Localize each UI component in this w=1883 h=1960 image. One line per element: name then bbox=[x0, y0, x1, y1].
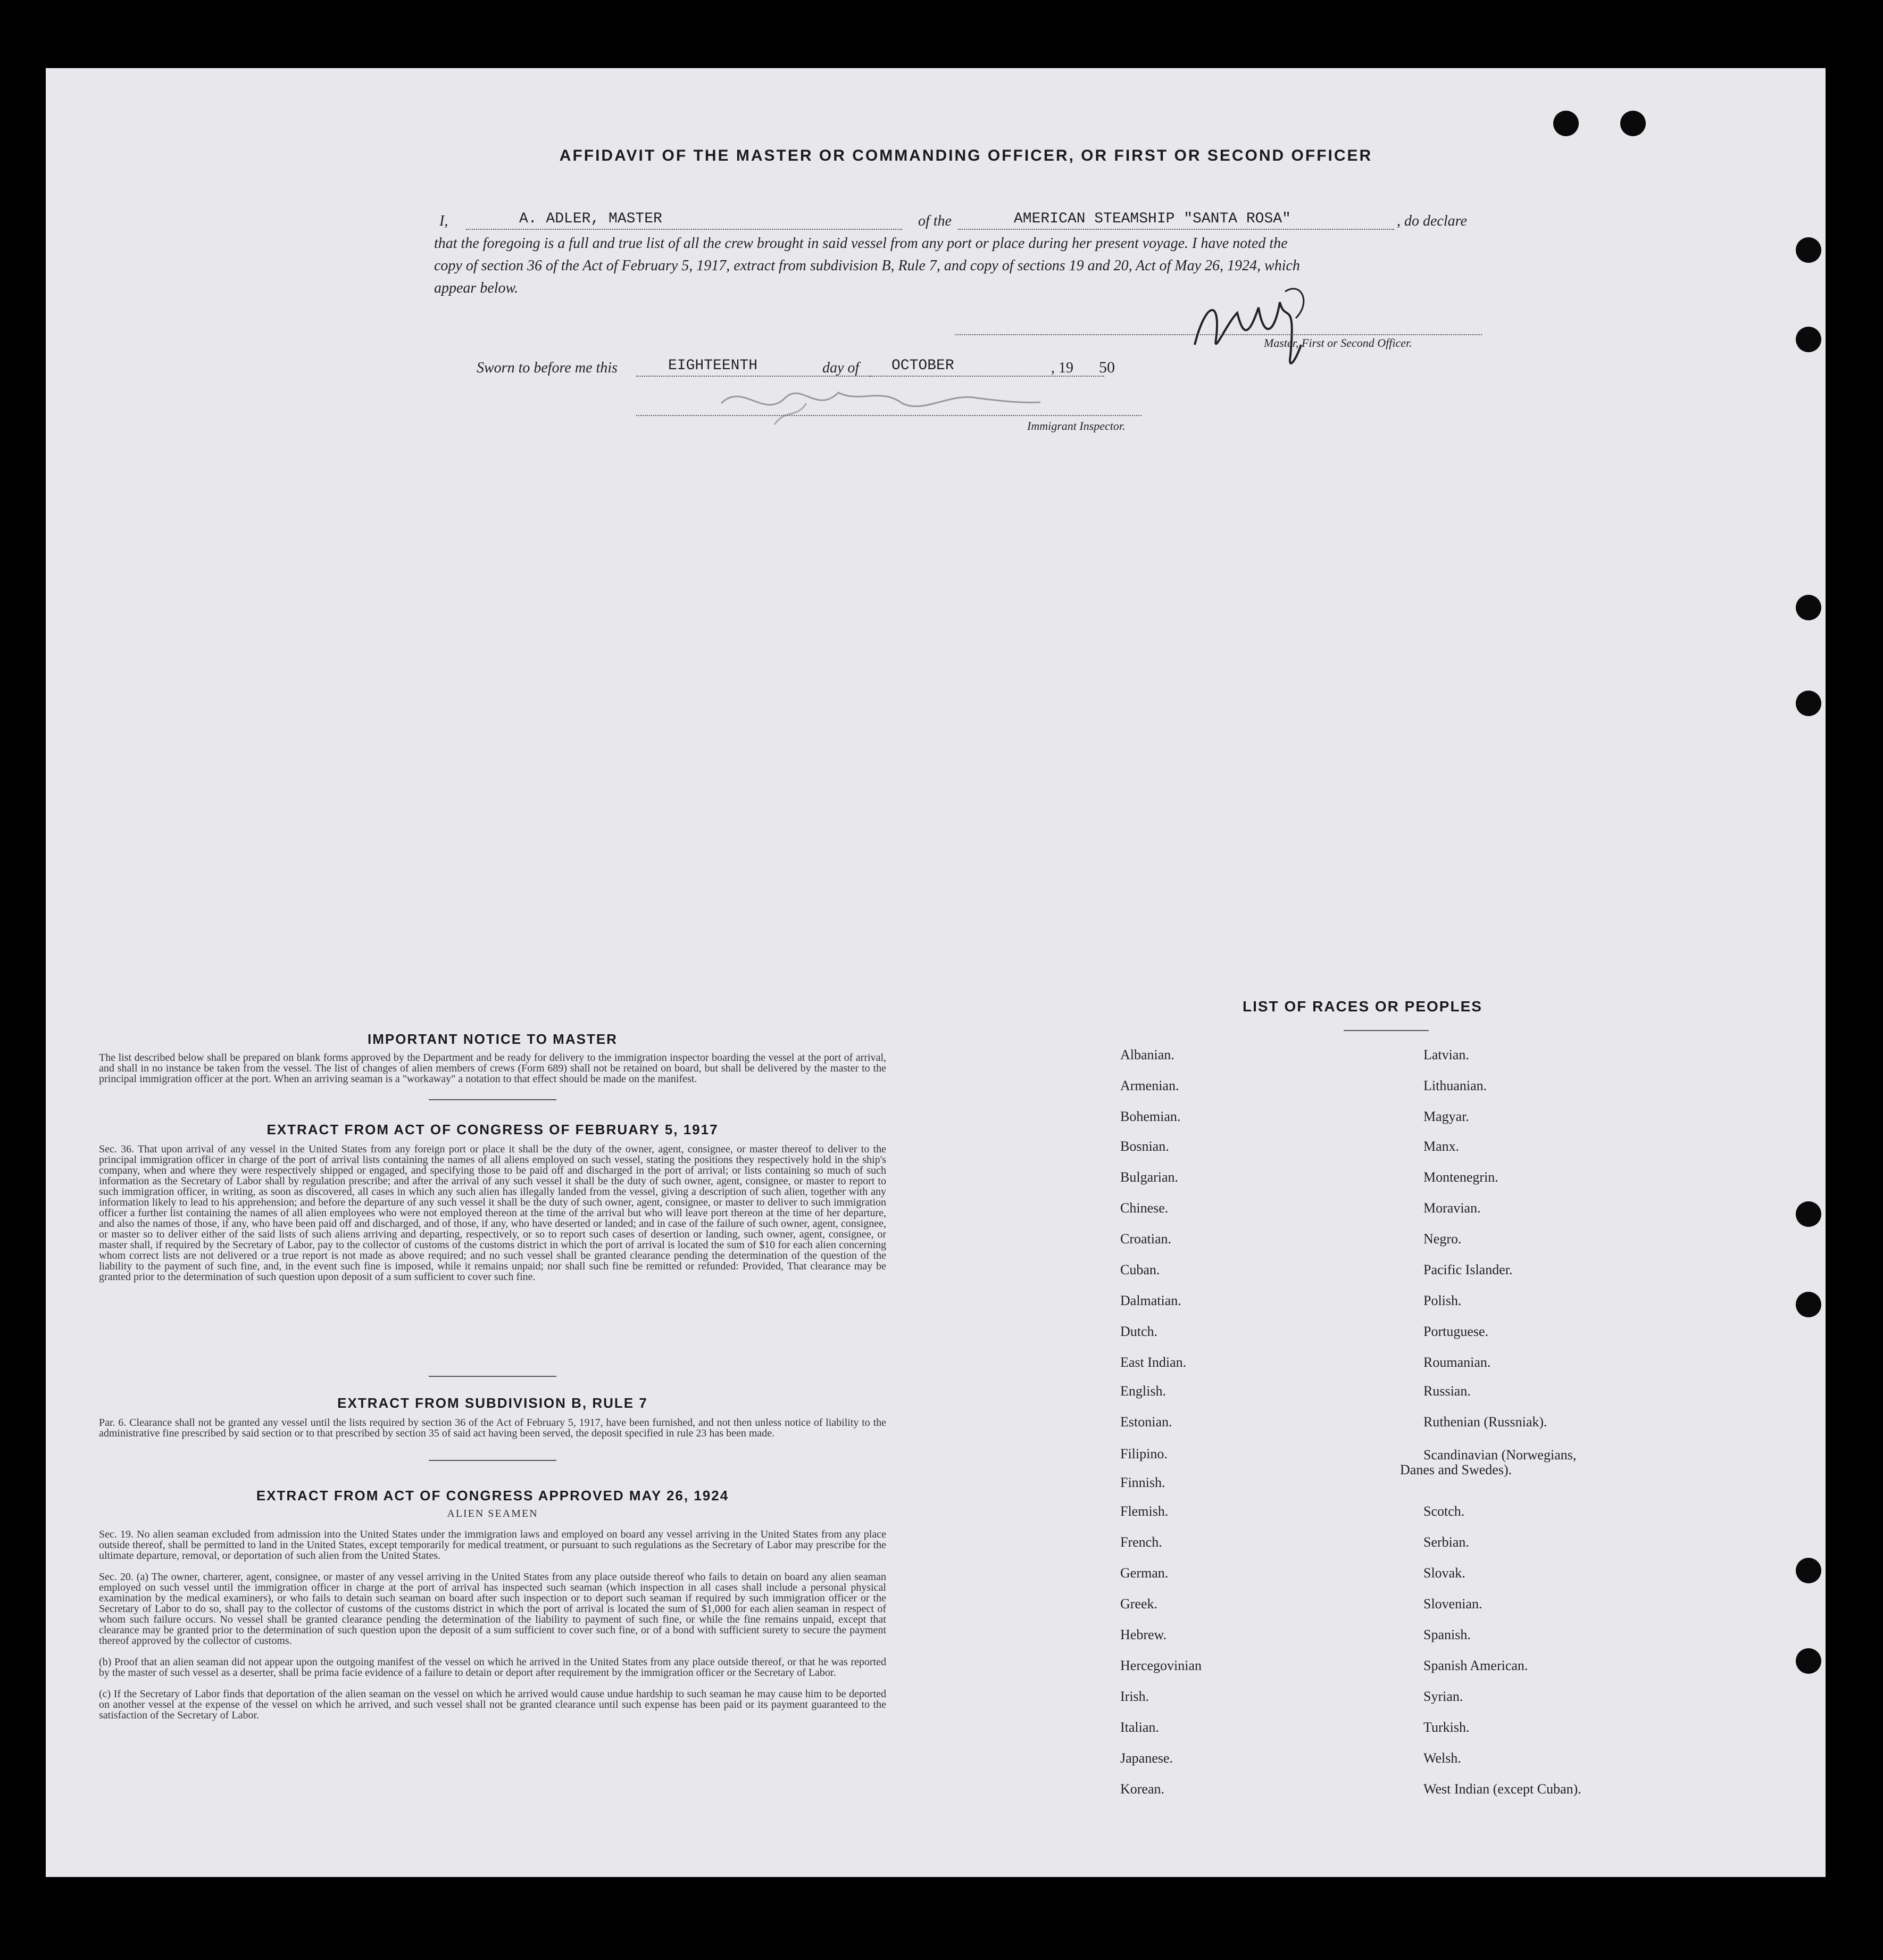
affidavit-title: AFFIDAVIT OF THE MASTER OR COMMANDING OFFICER, OR FIRST OR SECOND OFFICER bbox=[559, 147, 1373, 164]
year-suffix: 50 bbox=[1099, 359, 1115, 376]
race-item: Scandinavian (Norwegians, bbox=[1423, 1447, 1577, 1463]
race-item: English. bbox=[1120, 1383, 1166, 1399]
race-item: French. bbox=[1120, 1534, 1162, 1550]
act-1924-sec-20b: (b) Proof that an alien seaman did not appear upon the outgoing manifest of the vessel on which he arrived in the United States from any place outside thereof, or that he was reported by the master of such vessel as a deserter, shall be prima facie evidence of a failure to detain or deport after requirement by the immigration officer or the Secretary of Labor. bbox=[99, 1656, 886, 1679]
affidavit-i-label: I, bbox=[439, 213, 448, 229]
race-item: East Indian. bbox=[1120, 1355, 1187, 1370]
affidavit-line-4: appear below. bbox=[434, 280, 519, 296]
inspector-caption: Immigrant Inspector. bbox=[1027, 419, 1126, 433]
master-name: A. ADLER, MASTER bbox=[519, 211, 662, 227]
race-item: Japanese. bbox=[1120, 1750, 1173, 1766]
act-1924-sec-20c: (c) If the Secretary of Labor finds that deportation of the alien seaman on the vessel on which he arrived would cause undue hardship to such seaman he may cause him to be deported on another vessel at the expense of the vessel on which he arrived, and such vessel shall not be granted clearance until such expense has been paid or its payment guaranteed to the satisfaction of the Secretary of Labor. bbox=[99, 1688, 886, 1721]
race-item: Korean. bbox=[1120, 1781, 1165, 1797]
race-item: Italian. bbox=[1120, 1720, 1159, 1735]
of-the-label: of the bbox=[918, 213, 952, 229]
punch-hole bbox=[1796, 691, 1821, 716]
vessel-name: AMERICAN STEAMSHIP "SANTA ROSA" bbox=[1014, 211, 1291, 227]
affidavit-line-2: that the foregoing is a full and true list of all the crew brought in said vessel from any port or place during her present voyage. I have noted the bbox=[434, 235, 1288, 252]
race-item: Filipino. bbox=[1120, 1446, 1168, 1461]
race-item: Hebrew. bbox=[1120, 1627, 1167, 1642]
affidavit-line-3: copy of section 36 of the Act of February 5, 1917, extract from subdivision B, Rule 7, and copy of sections 19 and 20, Act of May 26, 1924, which bbox=[434, 258, 1300, 274]
race-item: Irish. bbox=[1120, 1689, 1149, 1704]
race-item: Russian. bbox=[1423, 1383, 1471, 1399]
race-item: Spanish. bbox=[1423, 1627, 1471, 1642]
race-item: Croatian. bbox=[1120, 1231, 1172, 1247]
race-item: Dutch. bbox=[1120, 1324, 1158, 1339]
punch-hole bbox=[1620, 111, 1646, 136]
inspector-signature bbox=[711, 371, 1051, 435]
race-item: Negro. bbox=[1423, 1231, 1462, 1247]
race-item: Turkish. bbox=[1423, 1720, 1470, 1735]
race-item: Slovak. bbox=[1423, 1565, 1465, 1581]
act-1924-sec-19: Sec. 19. No alien seaman excluded from admission into the United States under the immigration laws and employed on board any vessel arriving in the United States from any place outside thereof, shall be permitted to land in the United States, except temporarily for medical treatment, or pursuant to such regulations as the Secretary of Labor may prescribe for the ultimate departure, removal, or deportation of such alien from the United States. bbox=[99, 1529, 886, 1562]
officer-caption: Master, First or Second Officer. bbox=[1264, 336, 1412, 350]
sworn-day: EIGHTEENTH bbox=[668, 358, 758, 374]
notice-body: The list described below shall be prepared on blank forms approved by the Department and be ready for delivery to the immigration inspector boarding the vessel at the port of arrival, and shall in no instance be taken from the vessel. The list of changes of alien members of crews (Form 689) shall not be retained on board, but shall be delivered by the master to the principal immigration officer at the port. When an arriving seaman is a "workaway" a notation to that effect should be made on the manifest. bbox=[99, 1052, 886, 1085]
race-item: Hercegovinian bbox=[1120, 1658, 1202, 1673]
punch-hole bbox=[1553, 111, 1579, 136]
race-item: Pacific Islander. bbox=[1423, 1262, 1513, 1277]
race-item: Bohemian. bbox=[1120, 1109, 1181, 1124]
race-item: Magyar. bbox=[1423, 1109, 1469, 1124]
act-1924-title: EXTRACT FROM ACT OF CONGRESS APPROVED MAY 26, 1924 bbox=[256, 1488, 729, 1504]
race-item: Polish. bbox=[1423, 1293, 1462, 1308]
race-item: Syrian. bbox=[1423, 1689, 1463, 1704]
race-item: Cuban. bbox=[1120, 1262, 1160, 1277]
race-item: Scotch. bbox=[1423, 1504, 1465, 1519]
punch-hole bbox=[1796, 237, 1821, 263]
act-1924-sec-20a: Sec. 20. (a) The owner, charterer, agent, consignee, or master of any vessel arriving in the United States from any place outside thereof who fails to detain on board any alien seaman employed on such vessel until the immigration officer in charge at the port of arrival has inspected such seaman (which inspection in all cases shall include a personal physical examination by the medical examiners), or who fails to detain such seaman on board after such inspection or to deport such seaman if required by such immigration officer or the Secretary of Labor to do so, shall pay to the collector of customs of the customs district in which the port of arrival is located the sum of $1,000 for each alien seaman in respect of whom such failure occurs. No vessel shall be granted clearance pending the determination of the liability to payment of such fine, or while the fine remains unpaid, except that clearance may be granted prior to the determination of such question upon the deposit of a sum sufficient to cover such fine, or of a bond with sufficient surety to secure the payment thereof approved by the collector of customs. bbox=[99, 1571, 886, 1647]
do-declare-label: , do declare bbox=[1397, 213, 1467, 229]
sworn-label: Sworn to before me this bbox=[477, 360, 618, 376]
race-item: Welsh. bbox=[1423, 1750, 1461, 1766]
act-1917-title: EXTRACT FROM ACT OF CONGRESS OF FEBRUARY 5, 1917 bbox=[266, 1122, 719, 1137]
punch-hole bbox=[1796, 1201, 1821, 1227]
race-item: Moravian. bbox=[1423, 1200, 1481, 1216]
race-item: Portuguese. bbox=[1423, 1324, 1489, 1339]
punch-hole bbox=[1796, 1292, 1821, 1317]
race-item: Estonian. bbox=[1120, 1414, 1172, 1430]
race-item: Manx. bbox=[1423, 1139, 1460, 1154]
race-item: Ruthenian (Russniak). bbox=[1423, 1414, 1547, 1430]
race-item: Spanish American. bbox=[1423, 1658, 1528, 1673]
race-item: Flemish. bbox=[1120, 1504, 1169, 1519]
form-page bbox=[46, 68, 1826, 1877]
race-item: German. bbox=[1120, 1565, 1169, 1581]
race-item: Bulgarian. bbox=[1120, 1169, 1179, 1185]
race-item: Finnish. bbox=[1120, 1475, 1165, 1490]
race-item: Danes and Swedes). bbox=[1400, 1462, 1512, 1477]
rule-7-body: Par. 6. Clearance shall not be granted any vessel until the lists required by section 36 of the Act of February 5, 1917, have been furnished, and not then unless notice of liability to the administrative fine prescribed by said section or to that prescribed by section 35 of said act having been served, the deposit specified in rule 23 has been made. bbox=[99, 1417, 886, 1439]
sworn-month: OCTOBER bbox=[891, 358, 954, 374]
race-item: Dalmatian. bbox=[1120, 1293, 1181, 1308]
race-item: Serbian. bbox=[1423, 1534, 1469, 1550]
rule-7-title: EXTRACT FROM SUBDIVISION B, RULE 7 bbox=[337, 1395, 648, 1411]
race-item: Albanian. bbox=[1120, 1047, 1174, 1062]
punch-hole bbox=[1796, 1648, 1821, 1674]
punch-hole bbox=[1796, 595, 1821, 620]
race-item: Lithuanian. bbox=[1423, 1078, 1487, 1093]
race-item: Greek. bbox=[1120, 1596, 1158, 1612]
race-item: Montenegrin. bbox=[1423, 1169, 1498, 1185]
act-1917-body: Sec. 36. That upon arrival of any vessel in the United States from any foreign port or place it shall be the duty of the owner, agent, consignee, or master thereof to deliver to the principal immigration officer in charge of the port of arrival lists containing the names of all aliens employed on such vessel, stating the positions they respectively hold in the ship's company, when and where they were respectively shipped or engaged, and specifying those to be paid off and discharged in the port of arrival; or lists containing so much of such information as the Secretary of Labor shall by regulation prescribe; and after the arrival of any such vessel it shall be the duty of such owner, agent, consignee, or master to report to such immigration officer, in writing, as soon as discovered, all cases in which any such alien has illegally landed from the vessel, giving a description of such alien, together with any information likely to lead to his apprehension; and before the departure of any such vessel it shall be the duty of such owner, agent, consignee, or master to deliver to such immigration officer a further list containing the names of all alien employees who were not employed thereon at the time of the arrival but who will leave port thereon at the time of her departure, and also the names of those, if any, who have been paid off and discharged, and of those, if any, who have deserted or landed; and in case of the failure of such owner, agent, consignee, or master so to deliver either of the said lists of such aliens arriving and departing, respectively, or so to report such cases of desertion or landing, such owner, agent, consignee, or master shall, if required by the Secretary of Labor, pay to the collector of customs of the customs district in which the port of arrival is located the sum of $10 for each alien concerning whom correct lists are not delivered or a true report is not made as above required; and no such vessel shall be granted clearance pending the determination of the question of the liability to the payment of such fine, and, in the event such fine is imposed, while it remains unpaid; nor shall such fine be remitted or refunded: Provided, That clearance may be granted prior to the determination of such question upon deposit of a sum sufficient to cover such fine. bbox=[99, 1143, 886, 1283]
race-item: West Indian (except Cuban). bbox=[1423, 1781, 1581, 1797]
race-item: Latvian. bbox=[1423, 1047, 1469, 1062]
races-title: LIST OF RACES OR PEOPLES bbox=[1243, 998, 1482, 1015]
day-of-label: day of bbox=[822, 360, 860, 376]
year-prefix: , 19 bbox=[1051, 360, 1073, 376]
officer-signature bbox=[1173, 281, 1344, 377]
race-item: Roumanian. bbox=[1423, 1355, 1491, 1370]
race-item: Bosnian. bbox=[1120, 1139, 1169, 1154]
race-item: Armenian. bbox=[1120, 1078, 1179, 1093]
notice-title: IMPORTANT NOTICE TO MASTER bbox=[368, 1031, 618, 1047]
race-item: Slovenian. bbox=[1423, 1596, 1482, 1612]
punch-hole bbox=[1796, 327, 1821, 352]
act-1924-subtitle: ALIEN SEAMEN bbox=[447, 1508, 538, 1519]
race-item: Chinese. bbox=[1120, 1200, 1169, 1216]
punch-hole bbox=[1796, 1558, 1821, 1583]
